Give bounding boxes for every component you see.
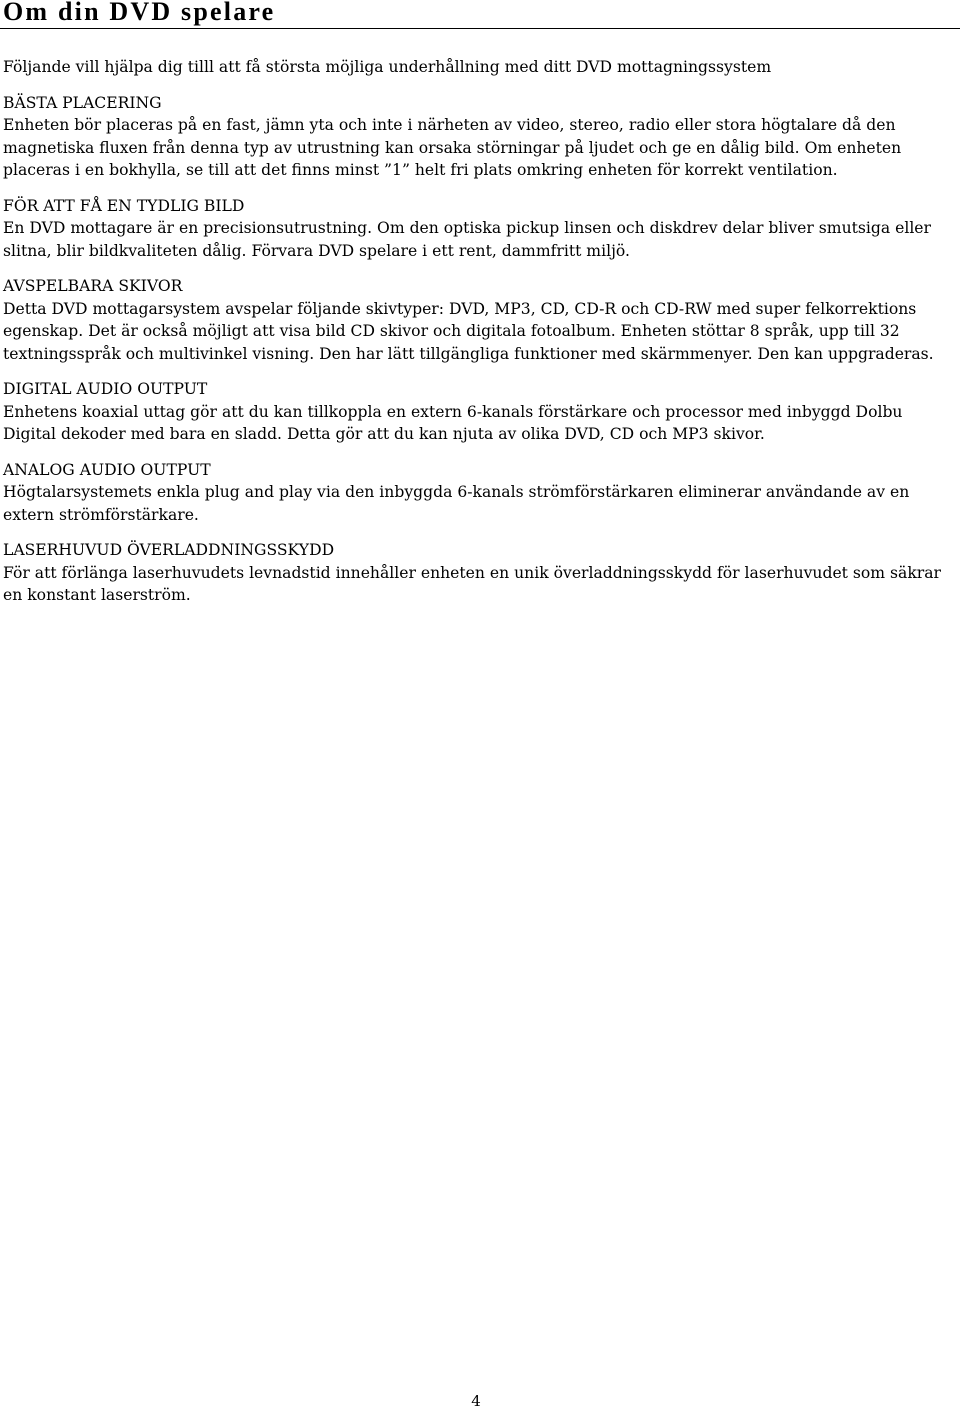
section-heading: AVSPELBARA SKIVOR <box>3 277 183 295</box>
section-body: För att förlänga laserhuvudets levnadstid innehåller enheten en unik överladdningsskydd för laserhuvudet som säkrar en konstant laserström. <box>3 563 941 604</box>
section-placement <box>3 92 953 182</box>
section-digital-audio-output <box>3 378 953 446</box>
page-title: Om din DVD spelare <box>3 0 276 26</box>
title-bar <box>0 0 960 29</box>
section-laser-overload-protection <box>3 539 953 607</box>
document-body <box>3 56 953 620</box>
section-heading: ANALOG AUDIO OUTPUT <box>3 460 211 479</box>
section-heading: LASERHUVUD ÖVERLADDNINGSSKYDD <box>3 541 335 559</box>
section-heading: FÖR ATT FÅ EN TYDLIG BILD <box>3 196 245 215</box>
section-body: Enheten bör placeras på en fast, jämn yta och inte i närheten av video, stereo, radio eller stora högtalare då den magnetiska fluxen från denna typ av utrustning kan orsaka störningar på ljudet och ge en dålig bild. Om enheten placeras i en bokhylla, se till att det finns minst ”1” helt fri plats omkring enheten för korrekt ventilation. <box>3 116 902 179</box>
section-body: En DVD mottagare är en precisionsutrustning. Om den optiska pickup linsen och diskdrev delar bliver smutsiga eller slitna, blir bildkvaliteten dålig. Förvara DVD spelare i ett rent, dammfritt miljö. <box>3 219 931 260</box>
page-number: 4 <box>471 1392 481 1410</box>
section-body: Detta DVD mottagarsystem avspelar följande skivtyper: DVD, MP3, CD, CD-R och CD-RW med super felkorrektions egenskap. Det är också möjligt att visa bild CD skivor och digitala fotoalbum. Enheten stöttar 8 språk, upp till 32 textningsspråk och multivinkel visning. Den har lätt tillgängliga funktioner med skärmmenyer. Den kan uppgraderas. <box>3 299 934 363</box>
section-body: Enhetens koaxial uttag gör att du kan tillkoppla en extern 6-kanals förstärkare och processor med inbyggd Dolbu Digital dekoder med bara en sladd. Detta gör att du kan njuta av olika DVD, CD och MP3 skivor. <box>3 402 903 443</box>
section-body: Högtalarsystemets enkla plug and play via den inbyggda 6-kanals strömförstärkaren eliminerar användande av en extern strömförstärkare. <box>3 483 910 524</box>
intro-paragraph: Följande vill hjälpa dig tilll att få största möjliga underhållning med ditt DVD mottagningssystem <box>3 58 772 76</box>
section-analog-audio-output <box>3 459 953 527</box>
section-heading: BÄSTA PLACERING <box>3 93 162 112</box>
section-clear-picture <box>3 195 953 263</box>
section-playable-discs <box>3 275 953 365</box>
section-heading: DIGITAL AUDIO OUTPUT <box>3 380 208 398</box>
